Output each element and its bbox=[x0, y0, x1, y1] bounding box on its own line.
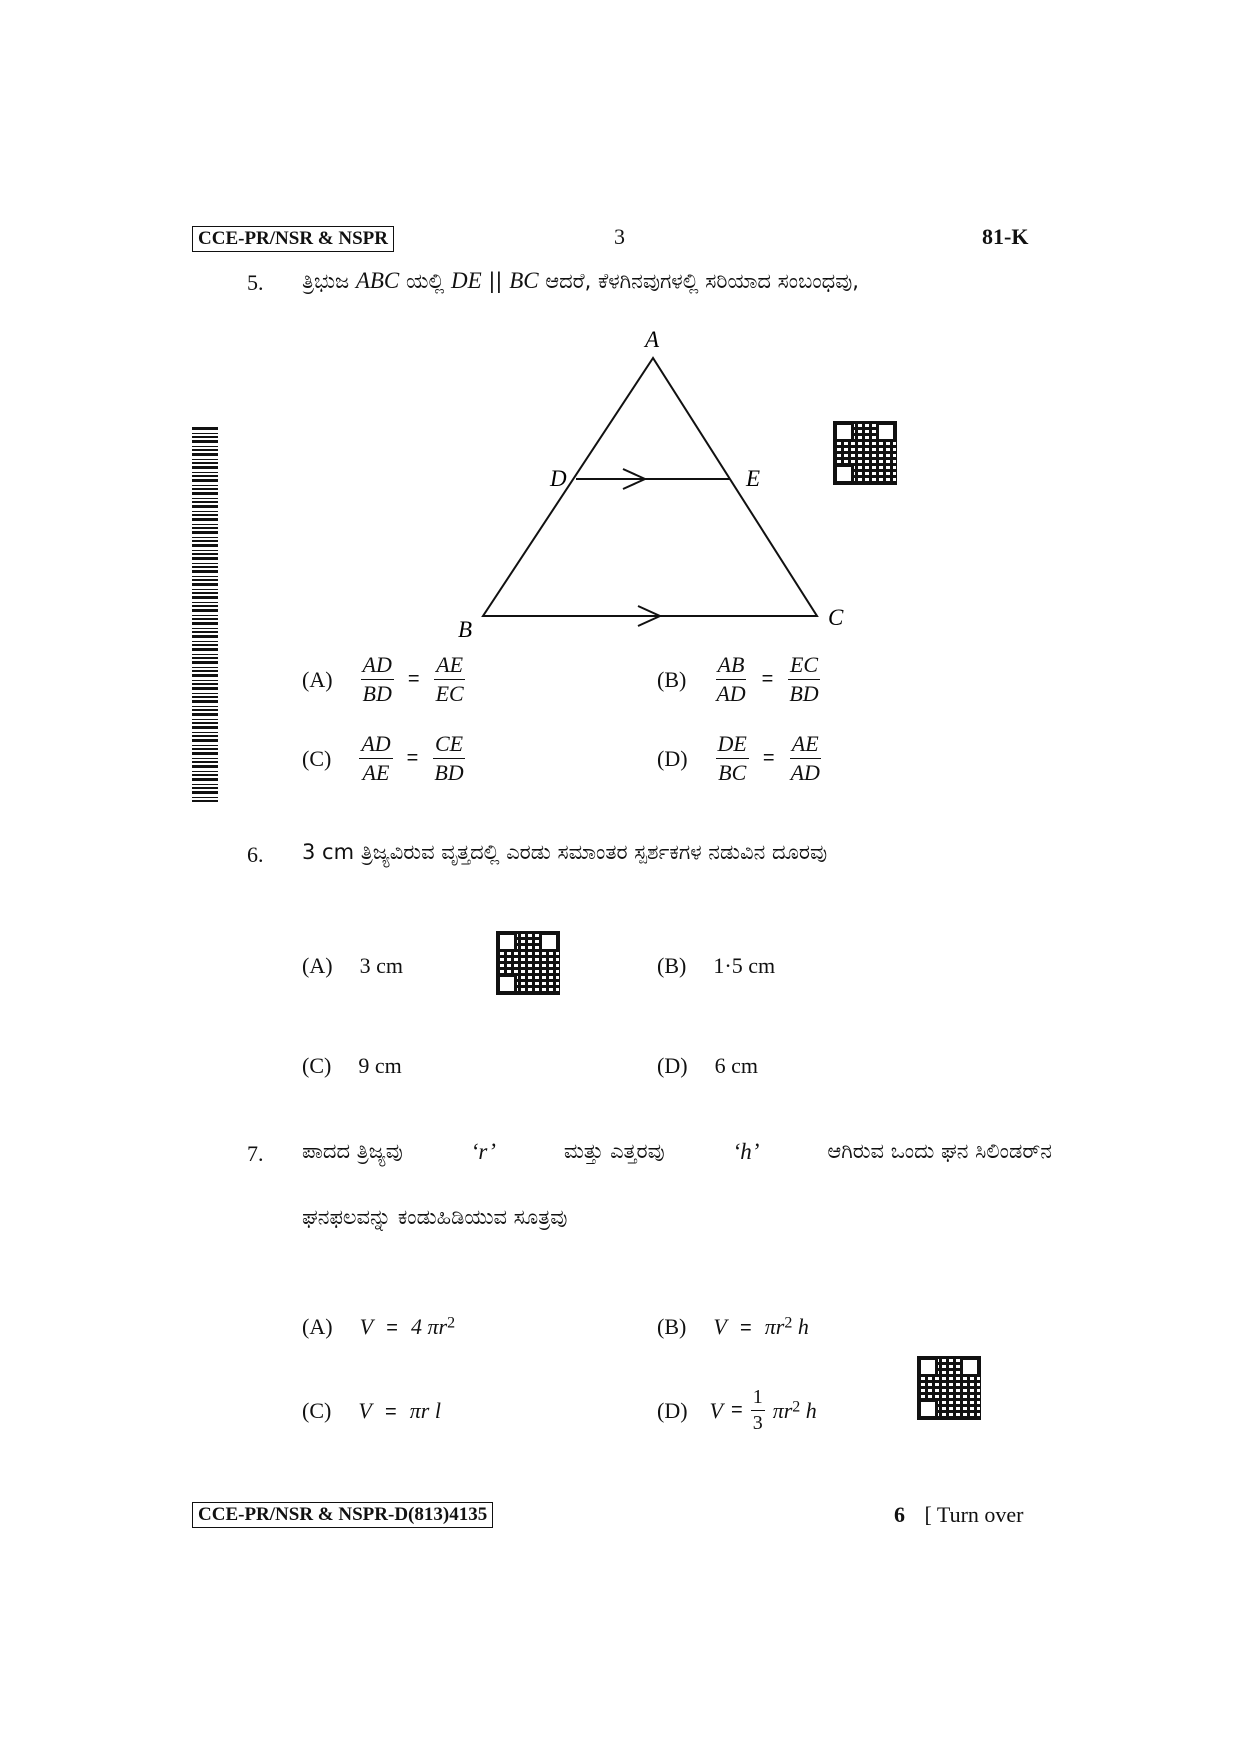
turn-over bbox=[894, 1502, 1024, 1528]
q7-option-d[interactable]: (D) V = $\frac{1}{3}$ $\pi r^2$ h bbox=[657, 1386, 817, 1434]
paper-code: 81-K bbox=[982, 224, 1029, 249]
qr-code-icon bbox=[918, 1357, 980, 1419]
q5-option-b[interactable]: (B) $\frac{AB}{AD}$ = $\frac{EC}{BD}$ bbox=[657, 652, 819, 706]
vertex-d-label: D bbox=[550, 466, 567, 491]
q7-option-c[interactable]: (C) V = πr l bbox=[302, 1398, 441, 1423]
q7-text-line1: ಪಾದದ ತ್ರಿಜ್ಯವು ‘r’ ಮತ್ತು ಎತ್ತರವು ‘h’ ಆಗಿರುವ ಒಂದು ಘನ ಸಿಲಿಂಡರ್‌ನ bbox=[302, 1139, 1052, 1164]
vertex-c-label: C bbox=[828, 605, 844, 630]
q5-option-c[interactable]: (C) $\frac{AD}{AE}$ = $\frac{CE}{BD}$ bbox=[302, 731, 464, 785]
vertex-e-label: E bbox=[746, 466, 761, 491]
sheet-number: 6 bbox=[894, 1502, 905, 1527]
q7-text-line2: ಘನಫಲವನ್ನು ಕಂಡುಹಿಡಿಯುವ ಸೂತ್ರವು bbox=[302, 1205, 568, 1229]
triangle-abc bbox=[483, 358, 817, 616]
qr-code-icon bbox=[834, 422, 896, 484]
q6-number: 6. bbox=[247, 842, 264, 867]
q5-text: ತ್ರಿಭುಜ ABC ಯಲ್ಲಿ DE || BC ಆದರೆ, ಕೆಳಗಿನವುಗಳಲ್ಲಿ ಸರಿಯಾದ ಸಂಬಂಧವು, bbox=[302, 268, 859, 293]
vertex-b-label: B bbox=[458, 617, 473, 640]
q5-number: 5. bbox=[247, 270, 264, 295]
vertex-a-label: A bbox=[645, 327, 660, 352]
header-code-box bbox=[192, 226, 394, 252]
q5-option-d[interactable]: (D) $\frac{DE}{BC}$ = $\frac{AE}{AD}$ bbox=[657, 731, 820, 785]
q7-option-b[interactable]: (B) $V = \pi r^2$ h bbox=[657, 1314, 809, 1339]
q7-option-a[interactable]: (A) V = 4 $\pi r^2$ bbox=[302, 1314, 456, 1339]
header-left-code: CCE-PR/NSR & NSPR bbox=[198, 228, 388, 249]
qr-code-icon bbox=[497, 932, 559, 994]
footer-code-box bbox=[192, 1502, 493, 1528]
q6-text: 3 cm ತ್ರಿಜ್ಯವಿರುವ ವೃತ್ತದಲ್ಲಿ ಎರಡು ಸಮಾಂತರ ಸ್ಪರ್ಶಕಗಳ ನಡುವಿನ ದೂರವು bbox=[302, 840, 828, 864]
q7-number: 7. bbox=[247, 1141, 264, 1166]
q6-option-c[interactable]: (C) 9 cm bbox=[302, 1053, 402, 1078]
q6-option-a[interactable]: (A) 3 cm bbox=[302, 953, 404, 978]
footer-left-code: CCE-PR/NSR & NSPR-D(813)4135 bbox=[198, 1504, 488, 1525]
q6-option-b[interactable]: (B) 1·5 cm bbox=[657, 953, 776, 978]
q5-option-a[interactable]: (A) $\frac{AD}{BD}$ = $\frac{AE}{EC}$ bbox=[302, 652, 464, 706]
turn-over-text: [ Turn over bbox=[924, 1502, 1024, 1527]
q6-option-d[interactable]: (D) 6 cm bbox=[657, 1053, 759, 1078]
triangle-figure bbox=[420, 320, 860, 640]
side-barcode bbox=[192, 426, 218, 802]
page-number: 3 bbox=[614, 224, 625, 249]
